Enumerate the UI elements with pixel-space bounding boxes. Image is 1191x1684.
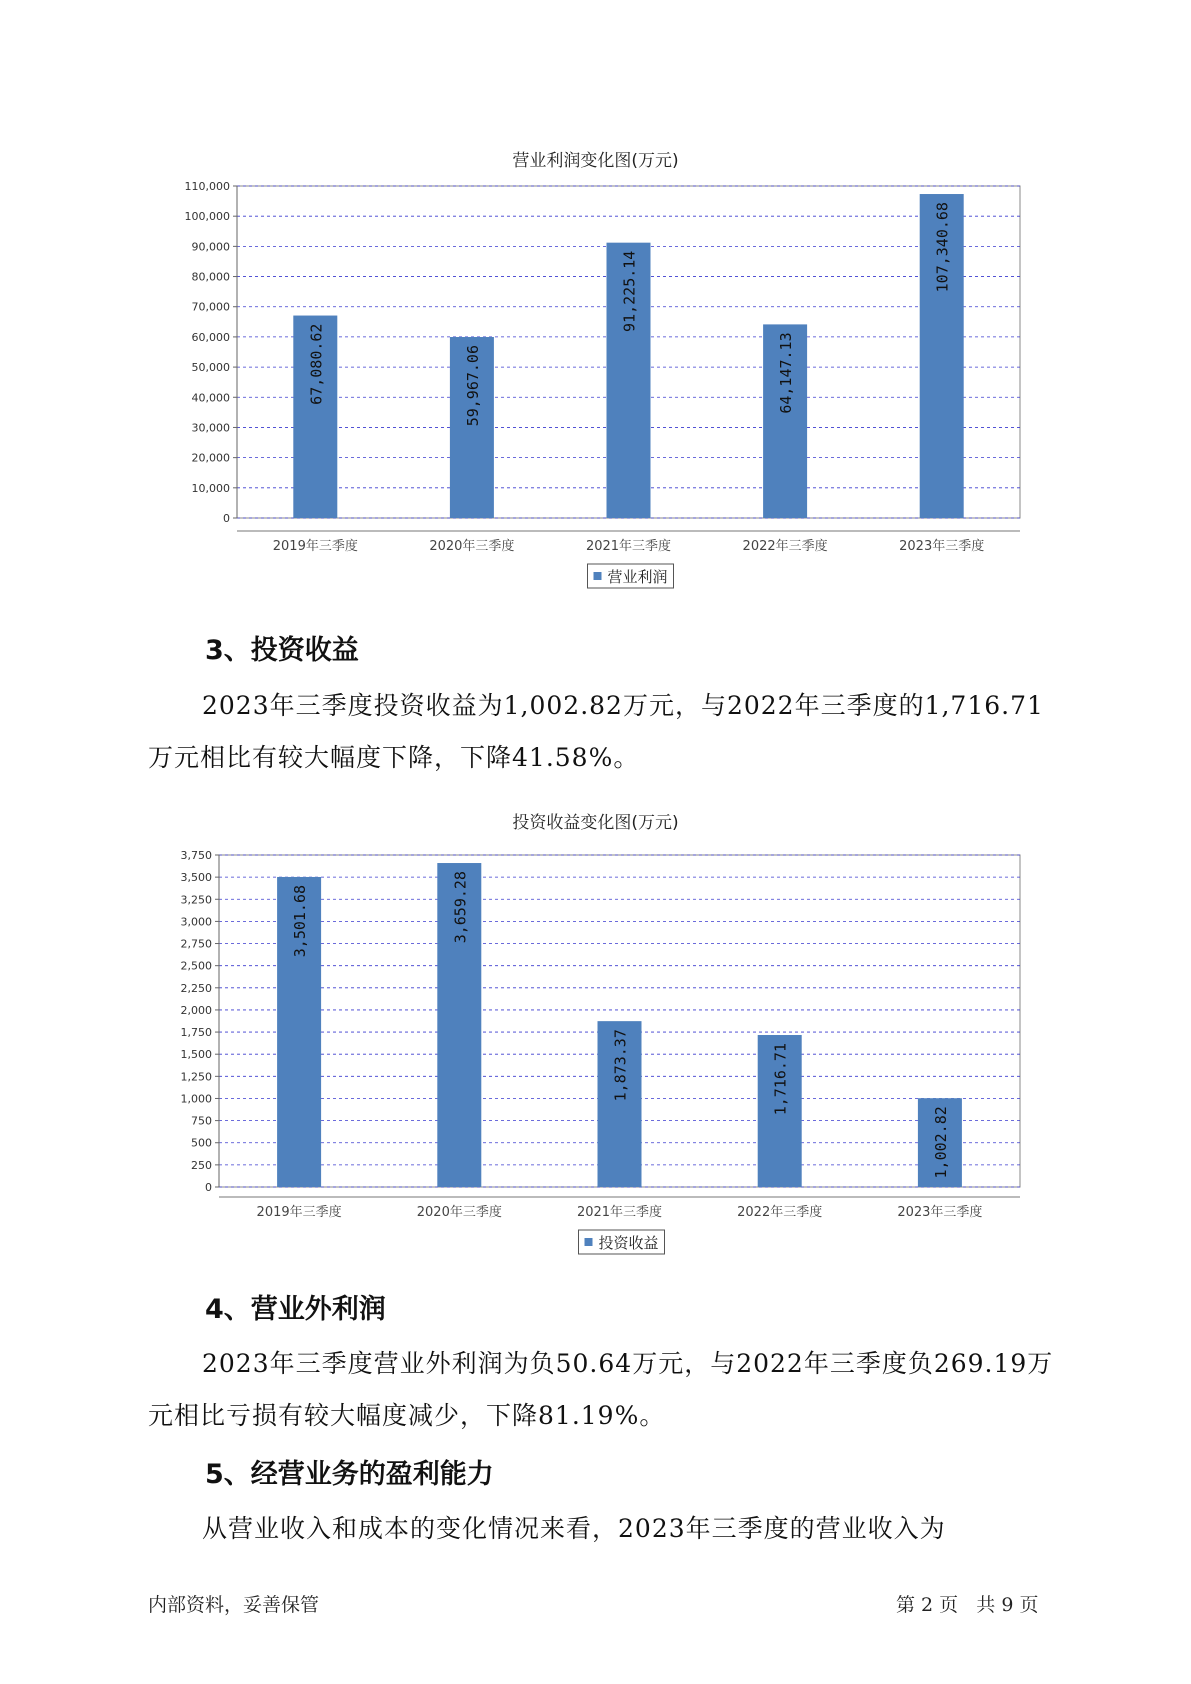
footer-left: 内部资料，妥善保管	[148, 1594, 320, 1616]
y-tick-label: 20,000	[191, 451, 230, 465]
y-tick-label: 3,000	[180, 915, 212, 929]
y-tick-label: 3,500	[180, 871, 212, 885]
x-tick-label: 2023年三季度	[897, 1205, 983, 1220]
para-investment-income-1: 2023年三季度投资收益为1,002.82万元，与2022年三季度的1,716.71	[202, 691, 1044, 720]
y-tick-label: 1,250	[180, 1070, 212, 1084]
bar-value-label: 91,225.14	[620, 250, 639, 332]
para-non-operating-2: 元相比亏损有较大幅度减少，下降81.19%。	[148, 1401, 666, 1430]
y-tick-label: 500	[191, 1136, 212, 1150]
bar-value-label: 3,659.28	[451, 871, 470, 944]
para-investment-income-2: 万元相比有较大幅度下降，下降41.58%。	[148, 743, 640, 772]
para-profitability-1: 从营业收入和成本的变化情况来看，2023年三季度的营业收入为	[202, 1514, 946, 1543]
bar-value-label: 1,002.82	[931, 1106, 950, 1179]
x-tick-label: 2021年三季度	[585, 539, 672, 554]
footer-page-number: 第 2 页 共 9 页	[896, 1594, 1039, 1616]
bar-value-label: 107,340.68	[933, 202, 952, 293]
heading-investment-income: 3、投资收益	[205, 635, 359, 666]
y-tick-label: 110,000	[184, 180, 230, 193]
bar-value-label: 64,147.13	[777, 332, 796, 414]
legend-label: 营业利润	[607, 568, 668, 586]
para-non-operating-1: 2023年三季度营业外利润为负50.64万元，与2022年三季度负269.19万	[202, 1349, 1054, 1378]
y-tick-label: 2,000	[180, 1003, 212, 1017]
y-tick-label: 70,000	[191, 300, 230, 314]
y-tick-label: 80,000	[191, 270, 230, 284]
x-tick-label: 2022年三季度	[737, 1205, 823, 1220]
bar-value-label: 3,501.68	[291, 884, 310, 958]
y-tick-label: 30,000	[191, 421, 230, 435]
x-tick-label: 2019年三季度	[272, 539, 358, 554]
y-tick-label: 250	[191, 1158, 212, 1172]
y-tick-label: 3,750	[180, 849, 212, 862]
chart2-title: 投资收益变化图(万元)	[512, 813, 679, 833]
y-tick-label: 50,000	[191, 361, 230, 375]
bar-value-label: 1,873.37	[611, 1029, 630, 1102]
x-tick-label: 2020年三季度	[429, 539, 515, 554]
y-tick-label: 1,000	[180, 1092, 212, 1106]
y-tick-label: 60,000	[191, 330, 230, 344]
x-tick-label: 2023年三季度	[899, 539, 985, 554]
y-tick-label: 750	[191, 1114, 212, 1128]
x-tick-label: 2022年三季度	[742, 539, 828, 554]
y-tick-label: 3,250	[180, 893, 212, 907]
heading-non-operating-profit: 4、营业外利润	[205, 1294, 386, 1325]
y-tick-label: 40,000	[191, 391, 230, 405]
x-tick-label: 2019年三季度	[256, 1205, 342, 1220]
y-tick-label: 2,750	[180, 937, 212, 951]
y-tick-label: 2,250	[180, 981, 212, 995]
chart1-title: 营业利润变化图(万元)	[512, 151, 679, 171]
y-tick-label: 0	[223, 512, 230, 525]
y-tick-label: 1,750	[180, 1026, 212, 1040]
y-tick-label: 2,500	[180, 959, 212, 973]
bar-value-label: 1,716.71	[771, 1043, 790, 1116]
y-tick-label: 100,000	[184, 210, 230, 224]
legend-swatch	[585, 1238, 593, 1246]
y-tick-label: 10,000	[191, 481, 230, 495]
legend-label: 投资收益	[598, 1234, 659, 1252]
y-tick-label: 1,500	[180, 1048, 212, 1062]
y-tick-label: 90,000	[191, 240, 230, 254]
y-tick-label: 0	[205, 1181, 212, 1194]
bar-value-label: 67,080.62	[307, 323, 326, 405]
bar-value-label: 59,967.06	[463, 345, 482, 427]
x-tick-label: 2020年三季度	[416, 1205, 502, 1220]
heading-profitability: 5、经营业务的盈利能力	[205, 1459, 494, 1490]
x-tick-label: 2021年三季度	[576, 1205, 663, 1220]
